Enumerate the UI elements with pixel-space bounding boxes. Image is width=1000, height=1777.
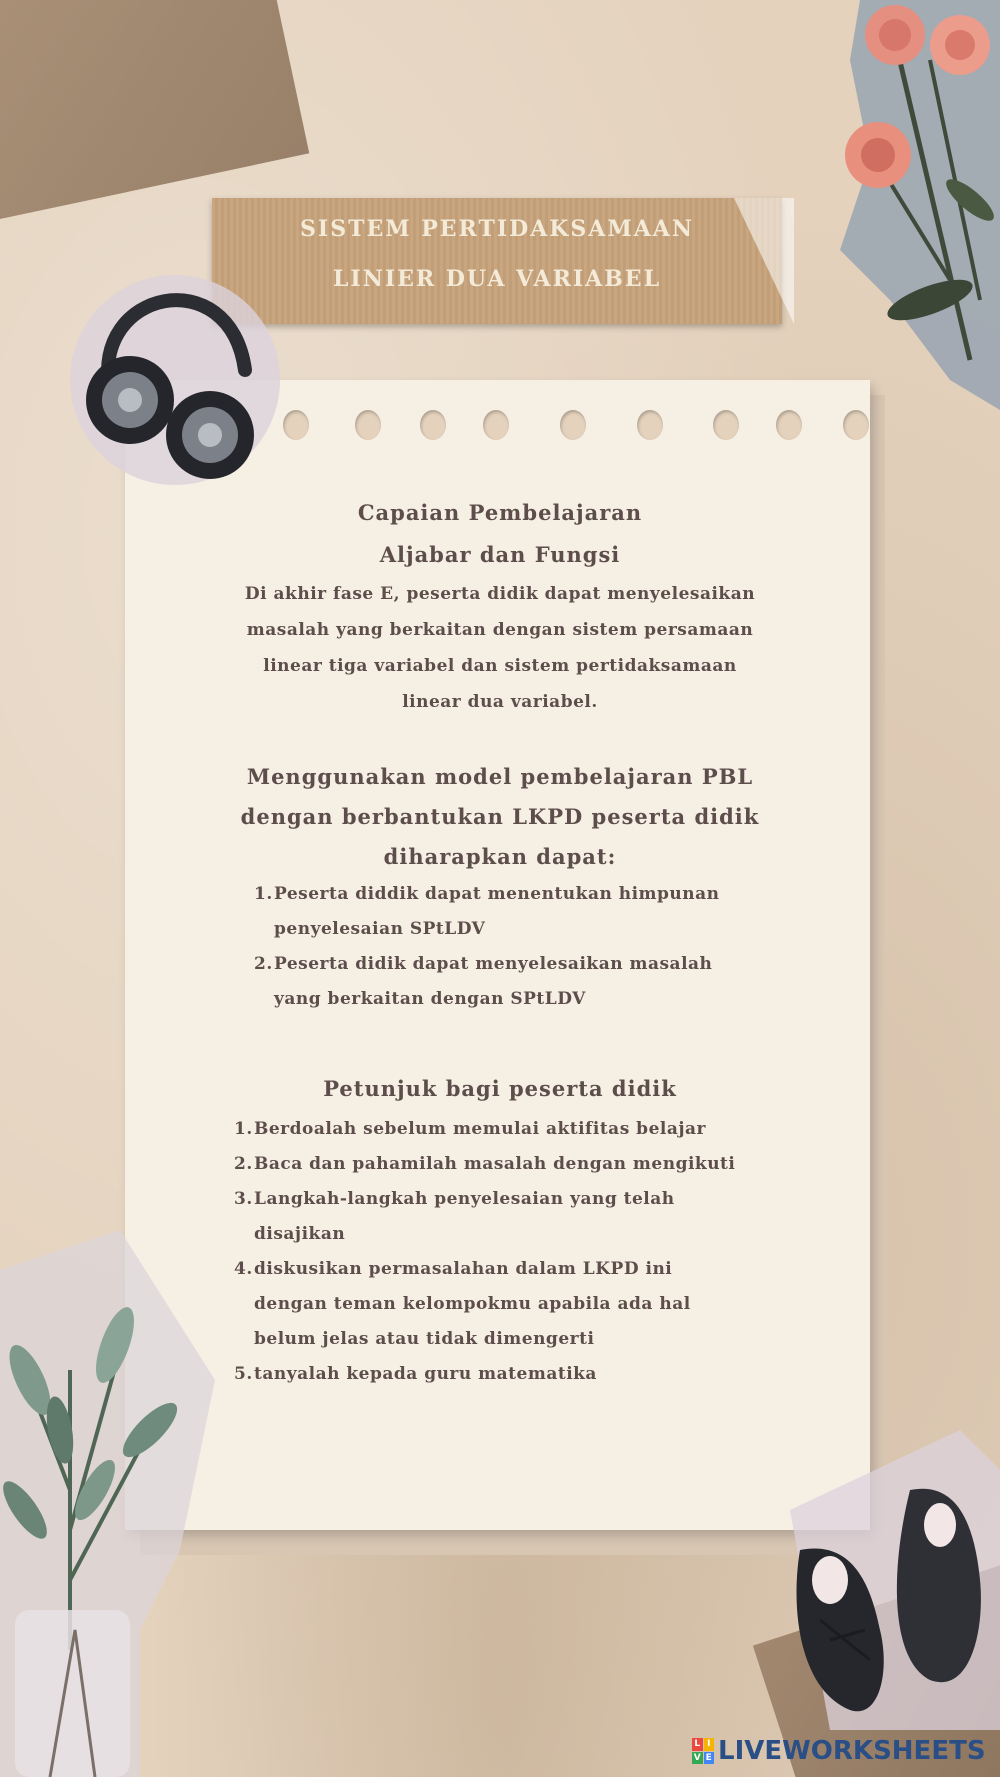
tujuan-intro-line: Menggunakan model pembelajaran PBL bbox=[246, 764, 754, 789]
binder-hole bbox=[483, 410, 509, 440]
list-item bbox=[254, 877, 774, 947]
liveworksheets-logo-icon bbox=[692, 1738, 714, 1764]
list-item-text: Peserta didik dapat menyelesaikan masalah bbox=[274, 954, 713, 974]
petunjuk-list bbox=[234, 1112, 794, 1392]
list-item-text: belum jelas atau tidak dimengerti bbox=[254, 1329, 595, 1349]
capaian-line: linear dua variabel. bbox=[402, 692, 598, 712]
tujuan-list bbox=[254, 877, 774, 1017]
title-banner bbox=[212, 198, 782, 324]
list-item bbox=[234, 1182, 794, 1252]
title-line-1: SISTEM PERTIDAKSAMAAN bbox=[300, 216, 694, 242]
capaian-line: linear tiga variabel dan sistem pertidaksamaan bbox=[263, 656, 737, 676]
petunjuk-heading: Petunjuk bagi peserta didik bbox=[323, 1076, 677, 1101]
plant-jar-decoration-icon bbox=[0, 1230, 215, 1777]
binder-hole bbox=[843, 410, 869, 440]
list-item bbox=[254, 947, 774, 1017]
list-item-text: penyelesaian SPtLDV bbox=[274, 919, 486, 939]
list-item bbox=[234, 1252, 794, 1357]
logo-letter: V bbox=[693, 1752, 701, 1763]
list-item-text: dengan teman kelompokmu apabila ada hal bbox=[254, 1294, 691, 1314]
shoes-decoration-icon bbox=[770, 1430, 1000, 1730]
list-item-text: diskusikan permasalahan dalam LKPD ini bbox=[254, 1259, 673, 1279]
page-curl bbox=[734, 198, 794, 324]
list-number: 3. bbox=[234, 1189, 253, 1209]
capaian-line: Di akhir fase E, peserta didik dapat menyelesaikan bbox=[244, 584, 756, 604]
list-item-text: yang berkaitan dengan SPtLDV bbox=[274, 989, 586, 1009]
list-item bbox=[234, 1112, 794, 1147]
list-item bbox=[234, 1147, 794, 1182]
capaian-heading: Capaian Pembelajaran bbox=[357, 500, 643, 525]
binder-hole bbox=[560, 410, 586, 440]
liveworksheets-brand bbox=[692, 1736, 992, 1766]
list-number: 2. bbox=[234, 1154, 253, 1174]
binder-hole bbox=[420, 410, 446, 440]
list-item bbox=[234, 1357, 794, 1392]
headphones-icon bbox=[60, 250, 290, 490]
list-number: 2. bbox=[254, 954, 273, 974]
tujuan-intro-line: diharapkan dapat: bbox=[383, 844, 617, 869]
kraft-paper-top-left bbox=[0, 0, 309, 222]
list-item-text: Peserta diddik dapat menentukan himpunan bbox=[274, 884, 720, 904]
brand-name: LIVEWORKSHEETS bbox=[718, 1736, 986, 1766]
list-item-text: tanyalah kepada guru matematika bbox=[254, 1364, 597, 1384]
list-number: 1. bbox=[234, 1119, 253, 1139]
list-item-text: Baca dan pahamilah masalah dengan mengikuti bbox=[254, 1154, 736, 1174]
list-item-text: Berdoalah sebelum memulai aktifitas belajar bbox=[254, 1119, 706, 1139]
roses-decoration-icon bbox=[800, 0, 1000, 410]
list-number: 4. bbox=[234, 1259, 253, 1279]
list-number: 1. bbox=[254, 884, 273, 904]
binder-hole bbox=[355, 410, 381, 440]
logo-letter: L bbox=[692, 1738, 703, 1751]
binder-hole bbox=[776, 410, 802, 440]
list-number: 5. bbox=[234, 1364, 253, 1384]
logo-letter: I bbox=[704, 1738, 715, 1751]
title-line-2: LINIER DUA VARIABEL bbox=[332, 266, 662, 292]
binder-hole bbox=[637, 410, 663, 440]
binder-hole bbox=[713, 410, 739, 440]
tujuan-intro-line: dengan berbantukan LKPD peserta didik bbox=[240, 804, 760, 829]
logo-letter: E bbox=[704, 1752, 715, 1765]
list-item-text: disajikan bbox=[254, 1224, 346, 1244]
capaian-line: masalah yang berkaitan dengan sistem persamaan bbox=[246, 620, 754, 640]
list-item-text: Langkah-langkah penyelesaian yang telah bbox=[254, 1189, 675, 1209]
capaian-subheading: Aljabar dan Fungsi bbox=[379, 542, 621, 567]
